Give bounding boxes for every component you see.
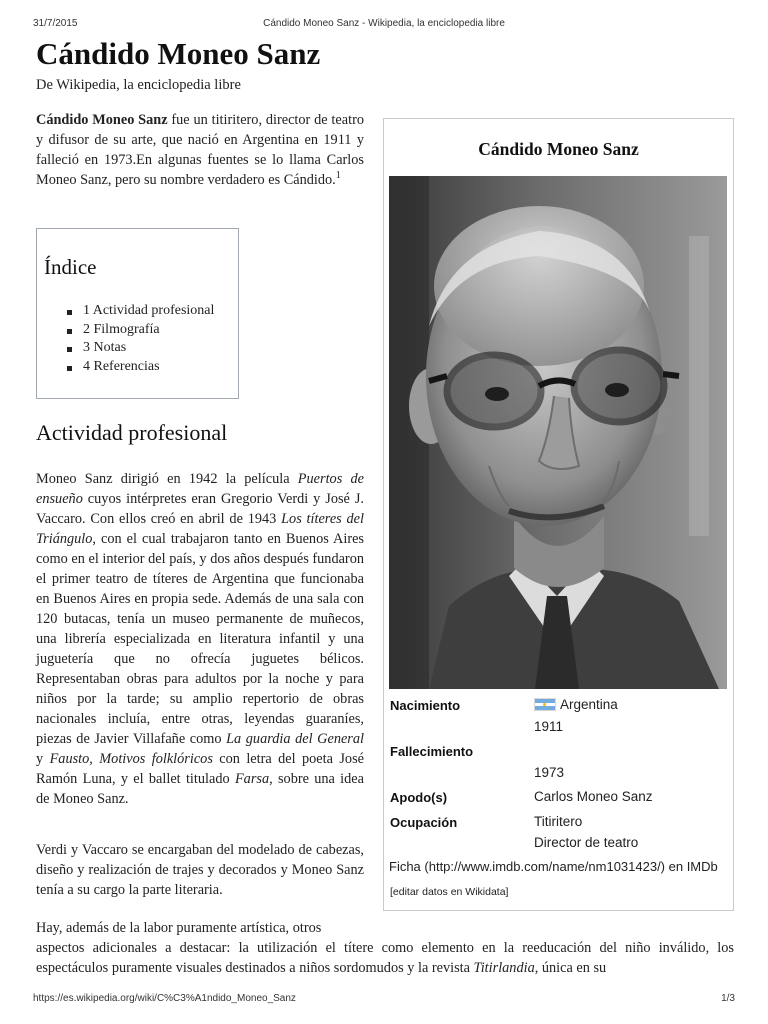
infobox-label-alias: Apodo(s)	[390, 790, 448, 805]
magazine-title: Titirlandia	[473, 960, 535, 976]
paragraph-actividad-1	[36, 469, 364, 809]
toc-item-notas[interactable]	[67, 339, 214, 358]
bullet-icon	[67, 310, 72, 315]
toc-item-filmografia[interactable]	[67, 321, 214, 340]
infobox-label-death: Fallecimiento	[390, 744, 474, 759]
bullet-icon	[67, 329, 72, 334]
country-link[interactable]: Argentina	[560, 697, 618, 712]
text-run: , sobre una idea de Moneo Sanz.	[36, 771, 364, 807]
toc-item-label[interactable]: 4 Referencias	[83, 358, 160, 374]
wikidata-edit-link[interactable]: [editar datos en Wikidata]	[390, 886, 509, 898]
company-title: Los títeres del Triángulo	[36, 511, 364, 547]
toc-item-label[interactable]: 3 Notas	[83, 340, 127, 355]
table-of-contents	[36, 228, 239, 399]
print-date: 31/7/2015	[33, 18, 78, 29]
toc-item-label[interactable]: 1 Actividad profesional	[83, 303, 215, 318]
work-title: Motivos folklóricos	[99, 751, 213, 767]
bullet-icon	[67, 366, 72, 371]
infobox-value-birth-country	[534, 697, 618, 712]
text-run: ,	[89, 751, 100, 767]
infobox-label-occupation: Ocupación	[390, 815, 458, 830]
portrait-photo[interactable]	[389, 176, 727, 689]
work-title: La guardia del General	[226, 731, 364, 747]
intro-text: fue un titiritero, director de teatro y difusor de su arte, que nació en Argentina en 1911 y falleció en 1973.En algunas fuentes se lo llama Carlos Moneo Sanz, pero su nombre verdadero es Cándido.	[36, 112, 364, 188]
text-run: y	[36, 751, 50, 767]
intro-bold-name: Cándido Moneo Sanz	[36, 112, 168, 128]
page-title: Cándido Moneo Sanz	[36, 36, 321, 71]
paragraph-actividad-3-rest	[36, 938, 734, 978]
toc-item-referencias[interactable]	[67, 358, 214, 377]
text-run: , con el cual trabajaron tanto en Buenos Aires como en el interior del país, y dos años después fundaron el primer teatro de títeres de Argentina que funcionaba en Buenos Aires en propia sede. Además de una sala con 120 butacas, tenía un museo permanente de muñecos, una librería especializada en literatura infantil y una juguetería que no ofrecía juguetes bélicos. Representaban obras para adultos por la noche y para niños por la tarde; su amplio repertorio de obras nacionales incluía, entre otras, leyendas guaraníes, piezas de Javier Villafañe como	[36, 531, 364, 747]
infobox	[383, 118, 734, 911]
text-run: , única en su	[534, 960, 607, 976]
infobox-label-birth: Nacimiento	[390, 698, 461, 713]
paragraph-actividad-3-line1: Hay, además de la labor puramente artística, otros	[36, 920, 322, 936]
text-run: cuyos intérpretes eran Gregorio Verdi y José J. Vaccaro. Con ellos creó en abril de 1943	[36, 491, 364, 527]
infobox-value-death-year: 1973	[534, 765, 565, 780]
page-subtitle: De Wikipedia, la enciclopedia libre	[36, 77, 241, 93]
work-title: Farsa	[234, 771, 270, 787]
work-title: Fausto	[49, 751, 90, 767]
toc-item-actividad[interactable]	[67, 302, 214, 321]
footnote-link[interactable]: 1	[335, 170, 341, 181]
section-heading: Actividad profesional	[36, 420, 228, 445]
infobox-value-occupation-2[interactable]: Director de teatro	[534, 835, 639, 850]
toc-title: Índice	[44, 255, 97, 279]
infobox-value-birth-year: 1911	[534, 719, 564, 734]
film-title-link[interactable]: Puertos de ensueño	[36, 471, 365, 507]
argentina-flag-icon	[534, 698, 556, 711]
print-page-number: 1/3	[721, 993, 735, 1004]
infobox-title: Cándido Moneo Sanz	[478, 139, 639, 159]
print-page-title: Cándido Moneo Sanz - Wikipedia, la enciclopedia libre	[263, 18, 505, 29]
text-run: Moneo Sanz dirigió en 1942 la película	[36, 471, 298, 487]
toc-item-label[interactable]: 2 Filmografía	[83, 321, 160, 337]
bullet-icon	[67, 347, 72, 352]
infobox-value-alias: Carlos Moneo Sanz	[534, 789, 653, 804]
imdb-link[interactable]: Ficha (http://www.imdb.com/name/nm1031423/) en IMDb	[389, 859, 718, 874]
text-run: aspectos adicionales a destacar: la utilización el títere como elemento en la reeducación del niño inválido, los espectáculos puramente visuales destinados a niños sordomudos y la revista	[36, 940, 734, 976]
toc-list	[67, 302, 214, 376]
intro-paragraph	[36, 110, 364, 190]
portrait-image	[389, 176, 727, 689]
text-run: con letra del poeta José Ramón Luna, y el ballet titulado	[36, 751, 364, 787]
print-url: https://es.wikipedia.org/wiki/C%C3%A1ndido_Moneo_Sanz	[33, 993, 296, 1004]
infobox-value-occupation-1[interactable]: Titiritero	[534, 814, 583, 829]
paragraph-actividad-2: Verdi y Vaccaro se encargaban del modelado de cabezas, diseño y realización de trajes y decorados y Moneo Sanz tenía a su cargo la parte literaria.	[36, 842, 364, 898]
